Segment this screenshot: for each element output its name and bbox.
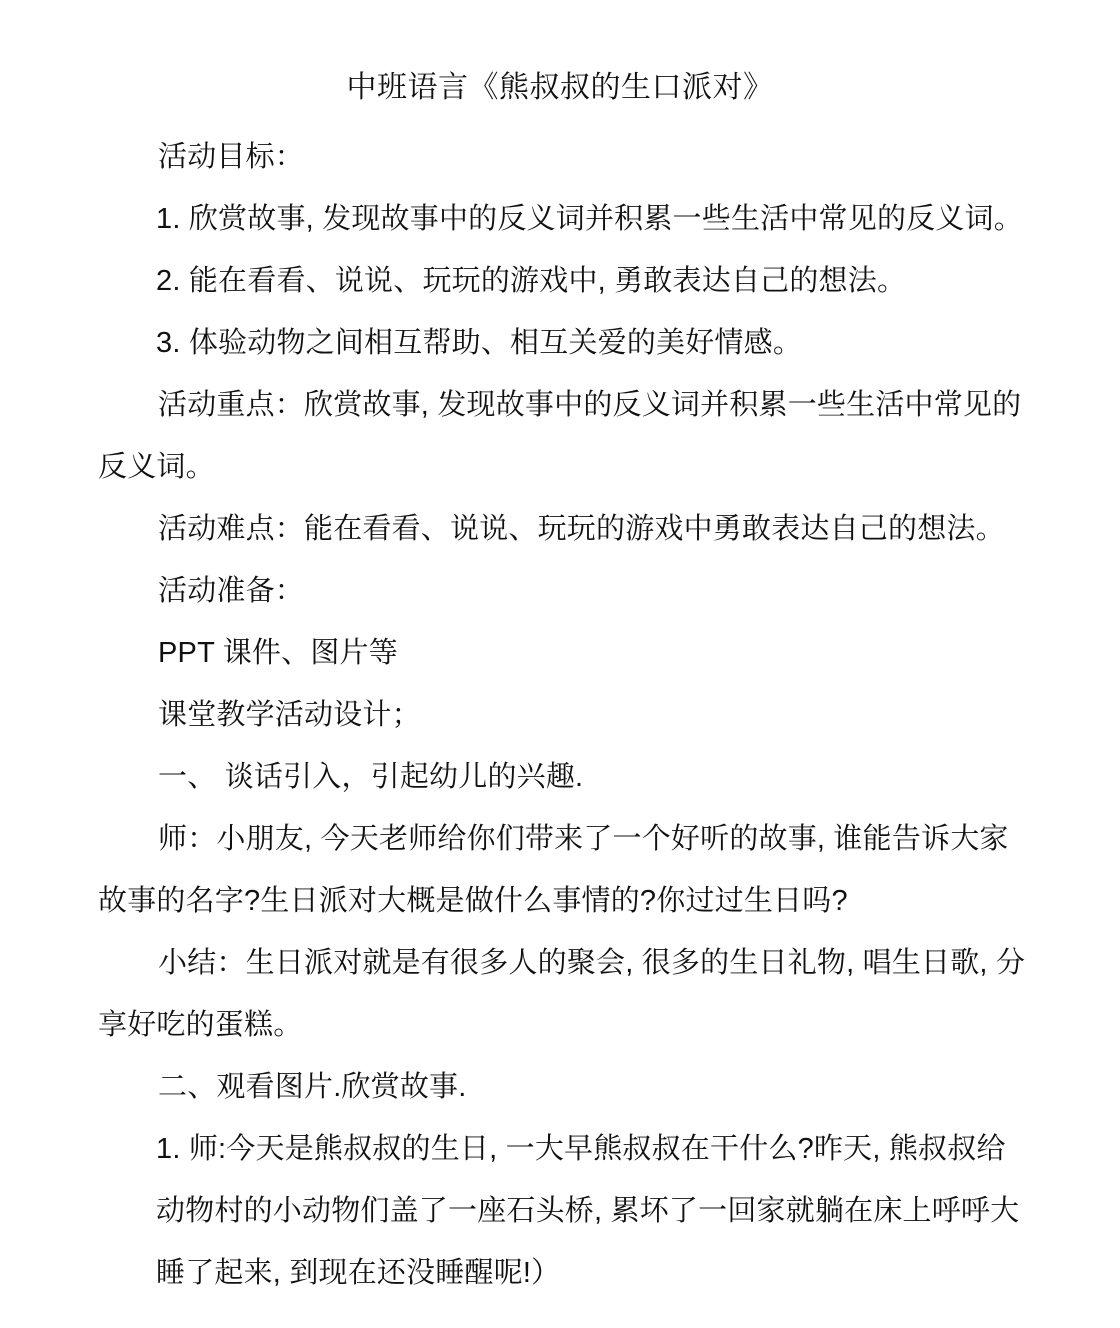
- document-body: [98, 126, 1026, 1304]
- section-two-heading: 二、观看图片.欣赏故事.: [158, 1071, 467, 1103]
- design-heading: 课堂教学活动设计；: [158, 699, 421, 731]
- key-point-paragraph: 活动重点：欣赏故事, 发现故事中的反义词并积累一些生活中常见的反义词。: [98, 389, 1022, 483]
- objective-item-3: 3. 体验动物之间相互帮助、相互关爱的美好情感。: [156, 327, 803, 359]
- preparation-heading: 活动准备：: [158, 575, 305, 607]
- objectives-heading: 活动目标：: [158, 141, 305, 173]
- section-one-heading: 一、 谈话引入，引起幼儿的兴趣.: [158, 761, 584, 793]
- story-paragraph-1: 1. 师:今天是熊叔叔的生日, 一大早熊叔叔在干什么?昨天, 熊叔叔给动物村的小动物们盖了一座石头桥, 累坏了一回家就躺在床上呼呼大睡了起来, 到现在还没睡醒呢!）: [156, 1133, 1020, 1289]
- difficulty-paragraph: 活动难点：能在看看、说说、玩玩的游戏中勇敢表达自己的想法。: [158, 513, 1005, 545]
- preparation-items: PPT 课件、图片等: [158, 637, 398, 669]
- teacher-dialogue-paragraph: 师：小朋友, 今天老师给你们带来了一个好听的故事, 谁能告诉大家故事的名字?生日派对大概是做什么事情的?你过过生日吗?: [98, 823, 1009, 917]
- page-title: 中班语言《熊叔叔的生口派对》: [346, 71, 774, 104]
- summary-paragraph: 小结：生日派对就是有很多人的聚会, 很多的生日礼物, 唱生日歌, 分享好吃的蛋糕。: [98, 947, 1026, 1041]
- objective-item-2: 2. 能在看看、说说、玩玩的游戏中, 勇敢表达自己的想法。: [156, 265, 907, 297]
- objective-item-1: 1. 欣赏故事, 发现故事中的反义词并积累一些生活中常见的反义词。: [156, 203, 1023, 235]
